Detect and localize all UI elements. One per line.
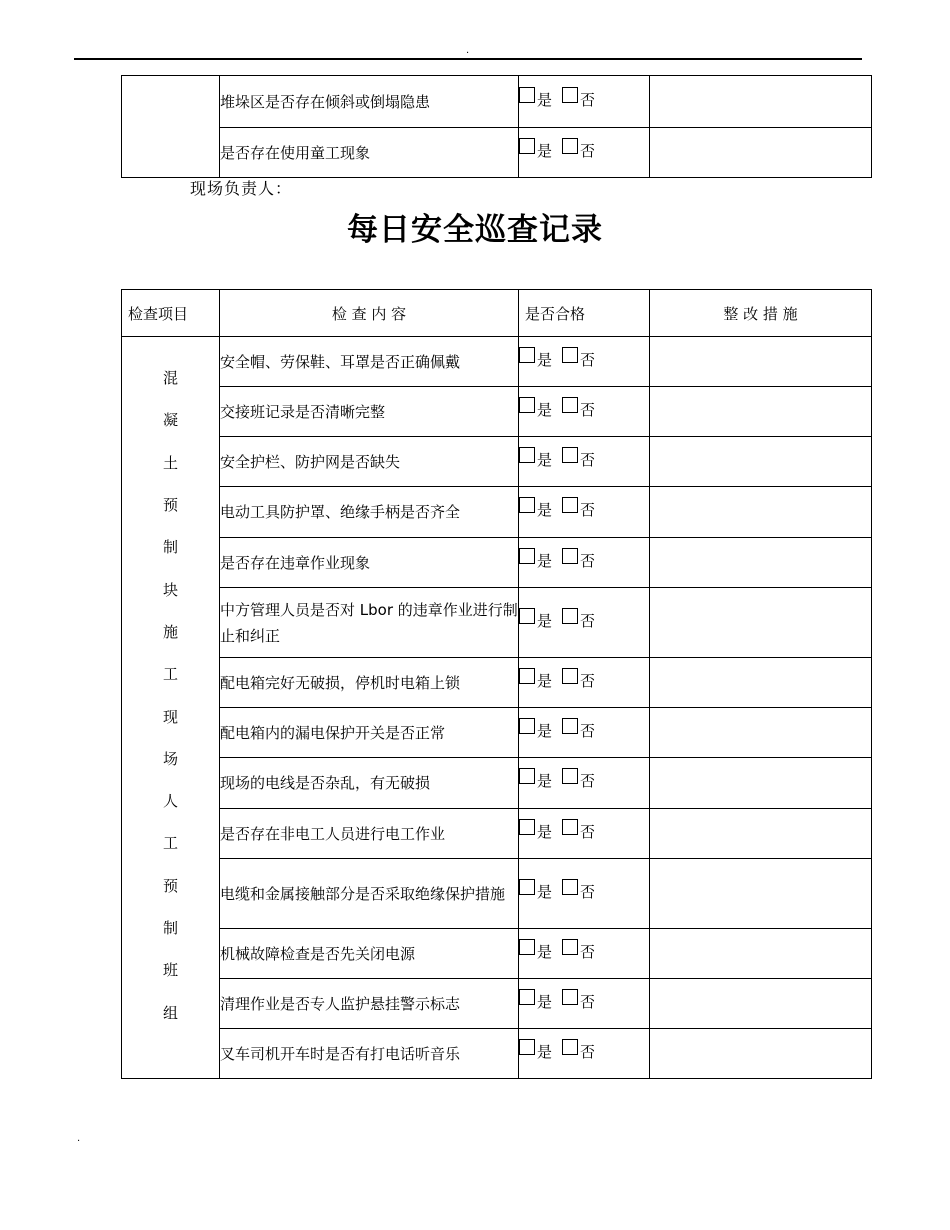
checkbox-icon: [519, 879, 535, 895]
no-checkbox[interactable]: [562, 672, 595, 690]
no-checkbox[interactable]: [562, 943, 595, 961]
table-row: [122, 1029, 872, 1079]
remedy-cell[interactable]: [650, 658, 872, 708]
no-checkbox[interactable]: [562, 772, 595, 790]
category-char: 工: [162, 665, 178, 684]
content-cell: 是否存在使用童工现象: [220, 128, 519, 178]
checkbox-icon: [562, 939, 578, 955]
category-char: 班: [162, 961, 178, 980]
no-checkbox[interactable]: [562, 823, 595, 841]
category-char: 施: [162, 622, 178, 641]
yes-label: 是: [537, 350, 553, 369]
content-cell: 机械故障检查是否先关闭电源: [220, 929, 519, 979]
category-char: 混: [162, 369, 178, 388]
yes-label: 是: [537, 611, 553, 630]
table-row: [122, 337, 872, 387]
yes-label: 是: [537, 882, 553, 901]
category-cell: [122, 337, 220, 1079]
page-title: 每日安全巡查记录: [347, 212, 603, 248]
header-content: 检 查 内 容: [220, 290, 519, 337]
yes-checkbox[interactable]: [519, 142, 552, 160]
header-rule: [74, 58, 862, 60]
category-char: 土: [162, 453, 178, 472]
checkbox-icon: [562, 1039, 578, 1055]
no-checkbox[interactable]: [562, 612, 595, 630]
checkbox-icon: [562, 989, 578, 1005]
checkbox-icon: [519, 497, 535, 513]
header-remedy: 整 改 措 施: [650, 290, 872, 337]
yes-label: 是: [537, 90, 553, 109]
checkbox-icon: [519, 447, 535, 463]
remedy-cell[interactable]: [650, 387, 872, 437]
no-label: 否: [580, 350, 596, 369]
pass-check-cell: [519, 979, 650, 1029]
pass-check-cell: [519, 658, 650, 708]
checkbox-icon: [562, 768, 578, 784]
table-row: [122, 758, 872, 809]
category-char: 工: [162, 834, 178, 853]
checkbox-icon: [562, 347, 578, 363]
pass-check-cell: [519, 76, 650, 128]
content-cell: 是否存在非电工人员进行电工作业: [220, 809, 519, 859]
content-cell: 电缆和金属接触部分是否采取绝缘保护措施: [220, 859, 519, 929]
footer-dot: .: [77, 1133, 81, 1144]
content-cell: 配电箱内的漏电保护开关是否正常: [220, 708, 519, 758]
content-cell: 安全帽、劳保鞋、耳罩是否正确佩戴: [220, 337, 519, 387]
checkbox-icon: [519, 1039, 535, 1055]
yes-checkbox[interactable]: [519, 672, 552, 690]
checkbox-icon: [519, 548, 535, 564]
yes-checkbox[interactable]: [519, 1043, 552, 1061]
content-cell: 是否存在违章作业现象: [220, 538, 519, 588]
no-label: 否: [580, 822, 596, 841]
no-checkbox[interactable]: [562, 993, 595, 1011]
yes-label: 是: [537, 400, 553, 419]
no-label: 否: [580, 772, 596, 790]
checkbox-icon: [519, 608, 535, 624]
category-char: 预: [162, 496, 178, 515]
yes-checkbox[interactable]: [519, 552, 552, 570]
table-row: [122, 859, 872, 929]
inspection-table-body: [122, 290, 872, 1079]
daily-inspection-table: [121, 289, 872, 1079]
yes-checkbox[interactable]: [519, 722, 552, 740]
pass-check-cell: [519, 487, 650, 538]
content-cell: 现场的电线是否杂乱，有无破损: [220, 758, 519, 809]
yes-checkbox[interactable]: [519, 451, 552, 469]
no-label: 否: [580, 141, 596, 160]
remedy-cell[interactable]: [650, 929, 872, 979]
checkbox-icon: [519, 347, 535, 363]
yes-checkbox[interactable]: [519, 823, 552, 841]
no-label: 否: [580, 90, 596, 109]
no-label: 否: [580, 501, 596, 519]
checkbox-icon: [562, 87, 578, 103]
yes-label: 是: [537, 450, 553, 469]
checkbox-icon: [519, 138, 535, 154]
checkbox-icon: [562, 879, 578, 895]
no-label: 否: [580, 721, 596, 740]
remedy-cell[interactable]: [650, 337, 872, 387]
yes-checkbox[interactable]: [519, 91, 552, 109]
pass-check-cell: [519, 387, 650, 437]
no-label: 否: [580, 882, 596, 901]
no-label: 否: [580, 611, 596, 630]
remedy-cell[interactable]: [650, 437, 872, 487]
yes-checkbox[interactable]: [519, 993, 552, 1011]
table-row: [122, 538, 872, 588]
pass-check-cell: [519, 809, 650, 859]
no-label: 否: [580, 992, 596, 1011]
checkbox-icon: [562, 397, 578, 413]
no-checkbox[interactable]: [562, 501, 595, 519]
checkbox-icon: [562, 608, 578, 624]
no-checkbox[interactable]: [562, 351, 595, 369]
content-cell: 安全护栏、防护网是否缺失: [220, 437, 519, 487]
remedy-cell[interactable]: [650, 76, 872, 128]
pass-check-cell: [519, 128, 650, 178]
no-checkbox[interactable]: [562, 142, 595, 160]
yes-checkbox[interactable]: [519, 612, 552, 630]
no-checkbox[interactable]: [562, 883, 595, 901]
remedy-cell[interactable]: [650, 128, 872, 178]
pass-check-cell: [519, 1029, 650, 1079]
remedy-cell[interactable]: [650, 859, 872, 929]
header-dot: .: [466, 45, 470, 56]
checkbox-icon: [519, 989, 535, 1005]
category-char: 凝: [162, 411, 178, 430]
yes-label: 是: [537, 942, 553, 961]
table-row: [122, 929, 872, 979]
table-row: [122, 708, 872, 758]
checkbox-icon: [562, 718, 578, 734]
no-label: 否: [580, 400, 596, 419]
checkbox-icon: [562, 138, 578, 154]
remedy-cell[interactable]: [650, 538, 872, 588]
yes-label: 是: [537, 822, 553, 841]
table-row: [122, 487, 872, 538]
yes-checkbox[interactable]: [519, 351, 552, 369]
remedy-cell[interactable]: [650, 809, 872, 859]
yes-checkbox[interactable]: [519, 883, 552, 901]
site-leader-label: 现场负责人：: [190, 179, 293, 198]
table-row: [122, 128, 872, 178]
table-row: [122, 979, 872, 1029]
yes-label: 是: [537, 671, 553, 690]
pass-check-cell: [519, 758, 650, 809]
content-cell: 电动工具防护罩、绝缘手柄是否齐全: [220, 487, 519, 538]
yes-checkbox[interactable]: [519, 401, 552, 419]
remedy-cell[interactable]: [650, 708, 872, 758]
table-row: [122, 809, 872, 859]
no-checkbox[interactable]: [562, 722, 595, 740]
content-cell: 中方管理人员是否对 Lbor 的违章作业进行制止和纠正: [220, 588, 519, 658]
no-label: 否: [580, 671, 596, 690]
content-cell: 叉车司机开车时是否有打电话听音乐: [220, 1029, 519, 1079]
content-cell: 交接班记录是否清晰完整: [220, 387, 519, 437]
yes-label: 是: [537, 501, 553, 519]
no-checkbox[interactable]: [562, 91, 595, 109]
continued-table-body: [122, 76, 872, 178]
pass-check-cell: [519, 588, 650, 658]
header-row: [122, 290, 872, 337]
remedy-cell[interactable]: [650, 979, 872, 1029]
checkbox-icon: [519, 819, 535, 835]
yes-label: 是: [537, 772, 553, 790]
category-char: 预: [162, 876, 178, 895]
no-checkbox[interactable]: [562, 401, 595, 419]
table-row: [122, 76, 872, 128]
table-row: [122, 437, 872, 487]
category-char: 人: [162, 792, 178, 811]
content-cell: 配电箱完好无破损，停机时电箱上锁: [220, 658, 519, 708]
table-row: [122, 387, 872, 437]
checkbox-icon: [519, 768, 535, 784]
checkbox-icon: [562, 548, 578, 564]
yes-label: 是: [537, 551, 553, 570]
checkbox-icon: [519, 939, 535, 955]
remedy-cell[interactable]: [650, 1029, 872, 1079]
checkbox-icon: [519, 718, 535, 734]
content-cell: 堆垛区是否存在倾斜或倒塌隐患: [220, 76, 519, 128]
checkbox-icon: [519, 668, 535, 684]
remedy-cell[interactable]: [650, 487, 872, 538]
no-label: 否: [580, 1042, 596, 1061]
no-label: 否: [580, 942, 596, 961]
checkbox-icon: [562, 668, 578, 684]
pass-check-cell: [519, 859, 650, 929]
category-char: 制: [162, 538, 178, 557]
checkbox-icon: [519, 87, 535, 103]
no-checkbox[interactable]: [562, 1043, 595, 1061]
category-char: 制: [162, 918, 178, 937]
checkbox-icon: [562, 497, 578, 513]
yes-label: 是: [537, 992, 553, 1011]
category-char: 组: [162, 1003, 178, 1022]
no-checkbox[interactable]: [562, 451, 595, 469]
pass-check-cell: [519, 538, 650, 588]
category-char: 场: [162, 749, 178, 768]
category-cell: [122, 76, 220, 178]
no-label: 否: [580, 551, 596, 570]
pass-check-cell: [519, 437, 650, 487]
remedy-cell[interactable]: [650, 588, 872, 658]
content-cell: 清理作业是否专人监护悬挂警示标志: [220, 979, 519, 1029]
pass-check-cell: [519, 708, 650, 758]
pass-check-cell: [519, 337, 650, 387]
yes-label: 是: [537, 721, 553, 740]
pass-check-cell: [519, 929, 650, 979]
header-pass: 是否合格: [519, 290, 650, 337]
no-label: 否: [580, 450, 596, 469]
checkbox-icon: [562, 819, 578, 835]
checkbox-icon: [519, 397, 535, 413]
category-char: 块: [162, 580, 178, 599]
yes-checkbox[interactable]: [519, 772, 552, 790]
table-row: [122, 588, 872, 658]
checkbox-icon: [562, 447, 578, 463]
category-char: 现: [162, 707, 178, 726]
table-row: [122, 658, 872, 708]
yes-checkbox[interactable]: [519, 501, 552, 519]
continued-inspection-table: [121, 75, 872, 178]
remedy-cell[interactable]: [650, 758, 872, 809]
header-item: 检查项目: [122, 290, 220, 337]
yes-label: 是: [537, 1042, 553, 1061]
yes-checkbox[interactable]: [519, 943, 552, 961]
no-checkbox[interactable]: [562, 552, 595, 570]
yes-label: 是: [537, 141, 553, 160]
